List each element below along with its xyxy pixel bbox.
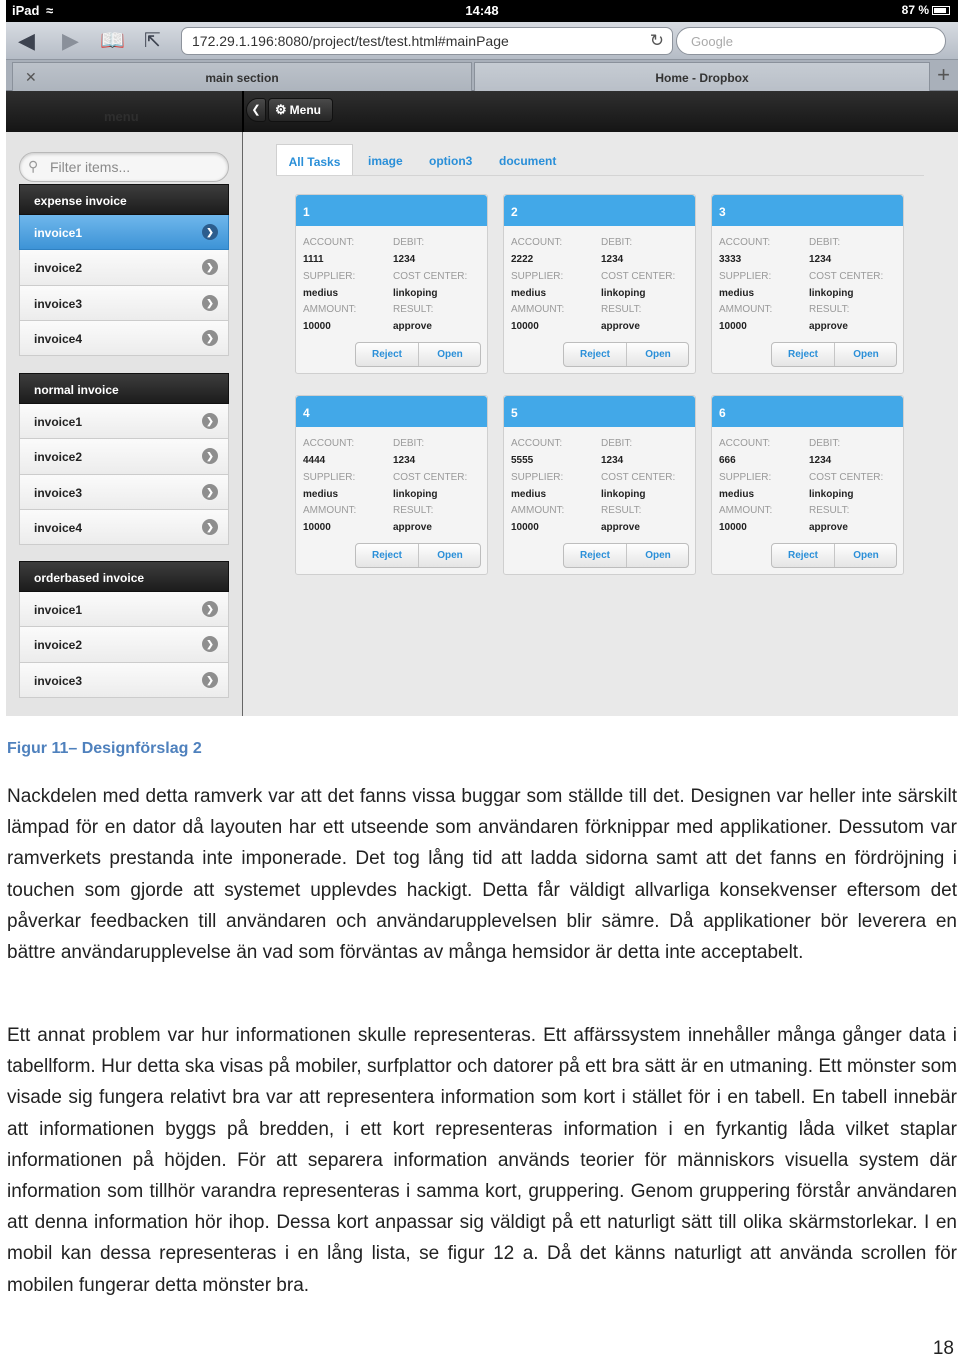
field-label-debit: DEBIT: [601, 438, 633, 449]
field-value-account: 3333 [719, 254, 742, 265]
field-value-account: 2222 [511, 254, 534, 265]
field-label-result: RESULT: [809, 304, 850, 315]
list-item[interactable] [19, 439, 229, 474]
list-item[interactable] [19, 510, 229, 545]
list-item[interactable] [19, 321, 229, 356]
field-label-amount: AMMOUNT: [303, 505, 357, 516]
menu-button-label: Menu [289, 103, 321, 117]
list-item-label: invoice2 [34, 638, 83, 653]
field-value-amount: 10000 [303, 522, 331, 533]
card-title: 5 [504, 396, 695, 427]
chevron-right-icon: ❯ [202, 259, 218, 275]
back-button[interactable]: ❮ [246, 98, 266, 122]
field-label-amount: AMMOUNT: [511, 505, 565, 516]
field-label-result: RESULT: [601, 505, 642, 516]
card-actions [355, 543, 481, 568]
card-title: 3 [712, 195, 903, 226]
field-label-account: ACCOUNT: [511, 438, 563, 449]
ipad-status-bar [6, 0, 958, 22]
field-label-amount: AMMOUNT: [719, 304, 773, 315]
field-value-debit: 1234 [809, 254, 832, 265]
card-actions [563, 342, 689, 367]
list-item[interactable] [19, 663, 229, 698]
list-item[interactable] [19, 592, 229, 627]
chevron-right-icon: ❯ [202, 636, 218, 652]
field-label-supplier: SUPPLIER: [303, 471, 356, 483]
group-orderbased-invoice [19, 561, 229, 698]
card-actions [355, 342, 481, 367]
field-value-amount: 10000 [303, 321, 331, 332]
field-value-debit: 1234 [393, 455, 416, 466]
tab-option3[interactable]: option3 [429, 154, 473, 168]
search-field[interactable] [676, 27, 946, 55]
field-label-result: RESULT: [393, 304, 434, 315]
back-arrow-icon[interactable]: ◀ [18, 28, 35, 53]
field-value-amount: 10000 [511, 522, 539, 533]
card-actions [771, 342, 897, 367]
list-item-label: invoice2 [34, 450, 83, 465]
list-item[interactable] [19, 215, 229, 250]
chevron-right-icon: ❯ [202, 330, 218, 346]
device-label: iPad [12, 3, 40, 18]
field-value-account: 5555 [511, 455, 534, 466]
clock: 14:48 [465, 3, 499, 18]
list-item[interactable] [19, 627, 229, 662]
field-label-supplier: SUPPLIER: [719, 471, 772, 483]
wifi-icon: ≈ [46, 3, 54, 18]
field-label-account: ACCOUNT: [719, 438, 771, 449]
field-label-supplier: SUPPLIER: [303, 270, 356, 282]
task-card [295, 194, 488, 374]
field-value-supplier: medius [303, 287, 339, 299]
chevron-right-icon: ❯ [202, 224, 218, 240]
filter-input[interactable] [19, 152, 229, 182]
field-value-supplier: medius [511, 287, 547, 299]
close-tab-icon[interactable]: ✕ [25, 69, 37, 85]
field-label-cost-center: COST CENTER: [393, 471, 468, 483]
tabs-underline [276, 175, 924, 176]
forward-arrow-icon[interactable]: ▶ [62, 28, 79, 53]
field-value-account: 1111 [303, 254, 324, 265]
tab-label: main section [205, 71, 279, 85]
reject-button[interactable]: Reject [579, 349, 610, 360]
browser-tab-dropbox[interactable] [474, 62, 930, 91]
tab-document[interactable]: document [499, 154, 557, 168]
field-label-cost-center: COST CENTER: [601, 471, 676, 483]
list-item[interactable] [19, 404, 229, 439]
field-value-supplier: medius [303, 488, 339, 500]
card-actions [563, 543, 689, 568]
tab-label: Home - Dropbox [655, 71, 749, 85]
browser-tab-main-section[interactable] [12, 62, 472, 91]
field-label-amount: AMMOUNT: [719, 505, 773, 516]
app-body [6, 132, 958, 716]
field-label-debit: DEBIT: [601, 237, 633, 248]
open-button[interactable]: Open [437, 349, 463, 360]
field-label-amount: AMMOUNT: [511, 304, 565, 315]
filter-placeholder: Filter items... [50, 159, 131, 175]
group-header: orderbased invoice [19, 561, 229, 592]
figure-caption: Figur 11– Designförslag 2 [7, 740, 202, 757]
tab-all-tasks[interactable]: All Tasks [276, 144, 353, 176]
reject-button[interactable]: Reject [579, 550, 610, 561]
paragraph: Ett annat problem var hur informationen skulle representeras. Ett affärssystem innehåller många gånger data i tabellform. Hur detta ska visas på mobiler, surfplattor och datorer på ett bra sätt är en utmaning. Ett mönster som visade sig fungera relativt bra var att representera information som kort i stället för i en tabell. En tabell innebär att informationen byggs på bredden, i ett kort representeras information i en fyrkantig låda vilket staplar informationen på höjden. För att separera information används teorier för människors visuella system där information som tillhör varandra representeras i samma kort, gruppering. Genom gruppering förstår användaren att denna information hör ihop. Dessa kort anpassar sig väldigt på ett naturligt sätt till olika skärmstorlekar. I en mobil kan dessa representeras i en lång lista, se figur 12 a. Då det känns naturligt att använda scrollen för mobilen fungerar detta mönster bra. [7, 1025, 957, 1296]
list-item[interactable] [19, 250, 229, 285]
new-tab-icon[interactable]: + [937, 62, 950, 87]
list-item-label: invoice1 [34, 415, 83, 429]
list-item-label: invoice2 [34, 261, 83, 276]
field-value-result: approve [601, 321, 640, 332]
open-button[interactable]: Open [645, 550, 671, 561]
sidebar [6, 132, 243, 716]
app-header [6, 91, 958, 132]
field-value-result: approve [809, 522, 848, 533]
field-value-debit: 1234 [393, 254, 416, 265]
battery-icon [932, 6, 950, 15]
field-label-cost-center: COST CENTER: [601, 270, 676, 282]
field-label-result: RESULT: [809, 505, 850, 516]
field-label-cost-center: COST CENTER: [809, 270, 884, 282]
field-label-amount: AMMOUNT: [303, 304, 357, 315]
field-value-cost-center: linkoping [393, 287, 438, 299]
field-label-debit: DEBIT: [809, 438, 841, 449]
battery-percent: 87 % [901, 3, 929, 17]
task-card [503, 194, 696, 374]
field-value-supplier: medius [719, 287, 755, 299]
card-title: 1 [296, 195, 487, 226]
url-text: 172.29.1.196:8080/project/test/test.html#mainPage [192, 33, 509, 49]
gear-icon: ⚙ [275, 102, 287, 117]
list-item[interactable] [19, 286, 229, 321]
field-label-cost-center: COST CENTER: [393, 270, 468, 282]
battery-status [902, 3, 950, 17]
open-button[interactable]: Open [645, 349, 671, 360]
chevron-right-icon: ❯ [202, 672, 218, 688]
field-value-debit: 1234 [809, 455, 832, 466]
bookmarks-icon[interactable]: 📖 [100, 30, 125, 52]
list-item-label: invoice4 [34, 331, 83, 346]
group-normal-invoice [19, 373, 229, 545]
reject-button[interactable]: Reject [371, 349, 402, 360]
field-value-cost-center: linkoping [393, 488, 438, 500]
reject-button[interactable]: Reject [787, 550, 818, 561]
field-value-amount: 10000 [719, 321, 747, 332]
card-title: 6 [712, 396, 903, 427]
chevron-right-icon: ❯ [202, 484, 218, 500]
task-card [711, 194, 904, 374]
field-value-account: 666 [719, 455, 736, 466]
share-icon[interactable]: ⇱ [144, 30, 161, 52]
field-label-cost-center: COST CENTER: [809, 471, 884, 483]
list-item-label: invoice3 [34, 296, 83, 311]
field-label-debit: DEBIT: [809, 237, 841, 248]
chevron-right-icon: ❯ [202, 448, 218, 464]
group-header: normal invoice [19, 373, 229, 404]
chevron-right-icon: ❯ [202, 295, 218, 311]
group-expense-invoice [19, 184, 229, 356]
field-label-result: RESULT: [393, 505, 434, 516]
field-value-result: approve [393, 522, 432, 533]
field-label-account: ACCOUNT: [303, 237, 355, 248]
field-label-supplier: SUPPLIER: [511, 270, 564, 282]
field-label-supplier: SUPPLIER: [511, 471, 564, 483]
open-button[interactable]: Open [853, 550, 879, 561]
field-value-debit: 1234 [601, 455, 624, 466]
field-value-cost-center: linkoping [601, 488, 646, 500]
field-label-supplier: SUPPLIER: [719, 270, 772, 282]
open-button[interactable]: Open [437, 550, 463, 561]
field-value-supplier: medius [719, 488, 755, 500]
field-label-result: RESULT: [601, 304, 642, 315]
chevron-right-icon: ❯ [202, 519, 218, 535]
card-title: 2 [504, 195, 695, 226]
field-value-amount: 10000 [719, 522, 747, 533]
list-item-label: invoice1 [34, 226, 83, 240]
browser-tab-bar [6, 60, 958, 91]
card-title: 4 [296, 396, 487, 427]
field-value-cost-center: linkoping [809, 287, 854, 299]
task-card [711, 395, 904, 575]
chevron-right-icon: ❯ [202, 413, 218, 429]
field-value-cost-center: linkoping [601, 287, 646, 299]
reject-button[interactable]: Reject [371, 550, 402, 561]
menu-button[interactable] [268, 98, 333, 122]
field-value-result: approve [809, 321, 848, 332]
reload-icon[interactable]: ↻ [649, 31, 664, 50]
field-value-amount: 10000 [511, 321, 539, 332]
field-label-debit: DEBIT: [393, 438, 425, 449]
group-header: expense invoice [19, 184, 229, 215]
search-placeholder: Google [691, 34, 733, 49]
tab-image[interactable]: image [368, 154, 403, 168]
page-number: 18 [932, 1338, 954, 1359]
list-item-label: invoice3 [34, 485, 83, 500]
browser-toolbar [6, 22, 958, 60]
open-button[interactable]: Open [853, 349, 879, 360]
paragraph: Nackdelen med detta ramverk var att det fanns vissa buggar som ställde till det. Designen var heller inte särskilt lämpad för en dator då layouten har ett utseende som användaren förknippar med applikationer. Dessutom var ramverkets prestanda inte imponerade. Det tog lång tid att ladda sidorna samt att det fanns en fördröjning i touchen som gjorde att systemet upplevdes hackigt. Detta får väldigt allvarliga konsekvenser eftersom det påverkar feedbacken till användaren och användarupplevelsen blir sämre. Då applikationer bör leverera en bättre användarupplevelse än vad som förväntas av många hemsidor är detta inte acceptabelt. [7, 786, 957, 964]
reject-button[interactable]: Reject [787, 349, 818, 360]
search-icon: ⚲ [28, 158, 39, 174]
list-item[interactable] [19, 475, 229, 510]
field-value-result: approve [393, 321, 432, 332]
list-item-label: invoice1 [34, 603, 83, 617]
field-label-account: ACCOUNT: [719, 237, 771, 248]
header-divider [242, 91, 244, 132]
chevron-right-icon: ❯ [202, 601, 218, 617]
address-bar[interactable] [181, 27, 673, 55]
field-label-account: ACCOUNT: [511, 237, 563, 248]
field-label-account: ACCOUNT: [303, 438, 355, 449]
list-item-label: invoice3 [34, 673, 83, 688]
field-value-supplier: medius [511, 488, 547, 500]
field-value-debit: 1234 [601, 254, 624, 265]
task-card [295, 395, 488, 575]
field-value-account: 4444 [303, 455, 326, 466]
list-item-label: invoice4 [34, 520, 83, 535]
field-label-debit: DEBIT: [393, 237, 425, 248]
task-card [503, 395, 696, 575]
field-value-cost-center: linkoping [809, 488, 854, 500]
menu-ghost-label: menu [104, 109, 139, 124]
field-value-result: approve [601, 522, 640, 533]
screenshot-figure [6, 0, 958, 716]
card-actions [771, 543, 897, 568]
